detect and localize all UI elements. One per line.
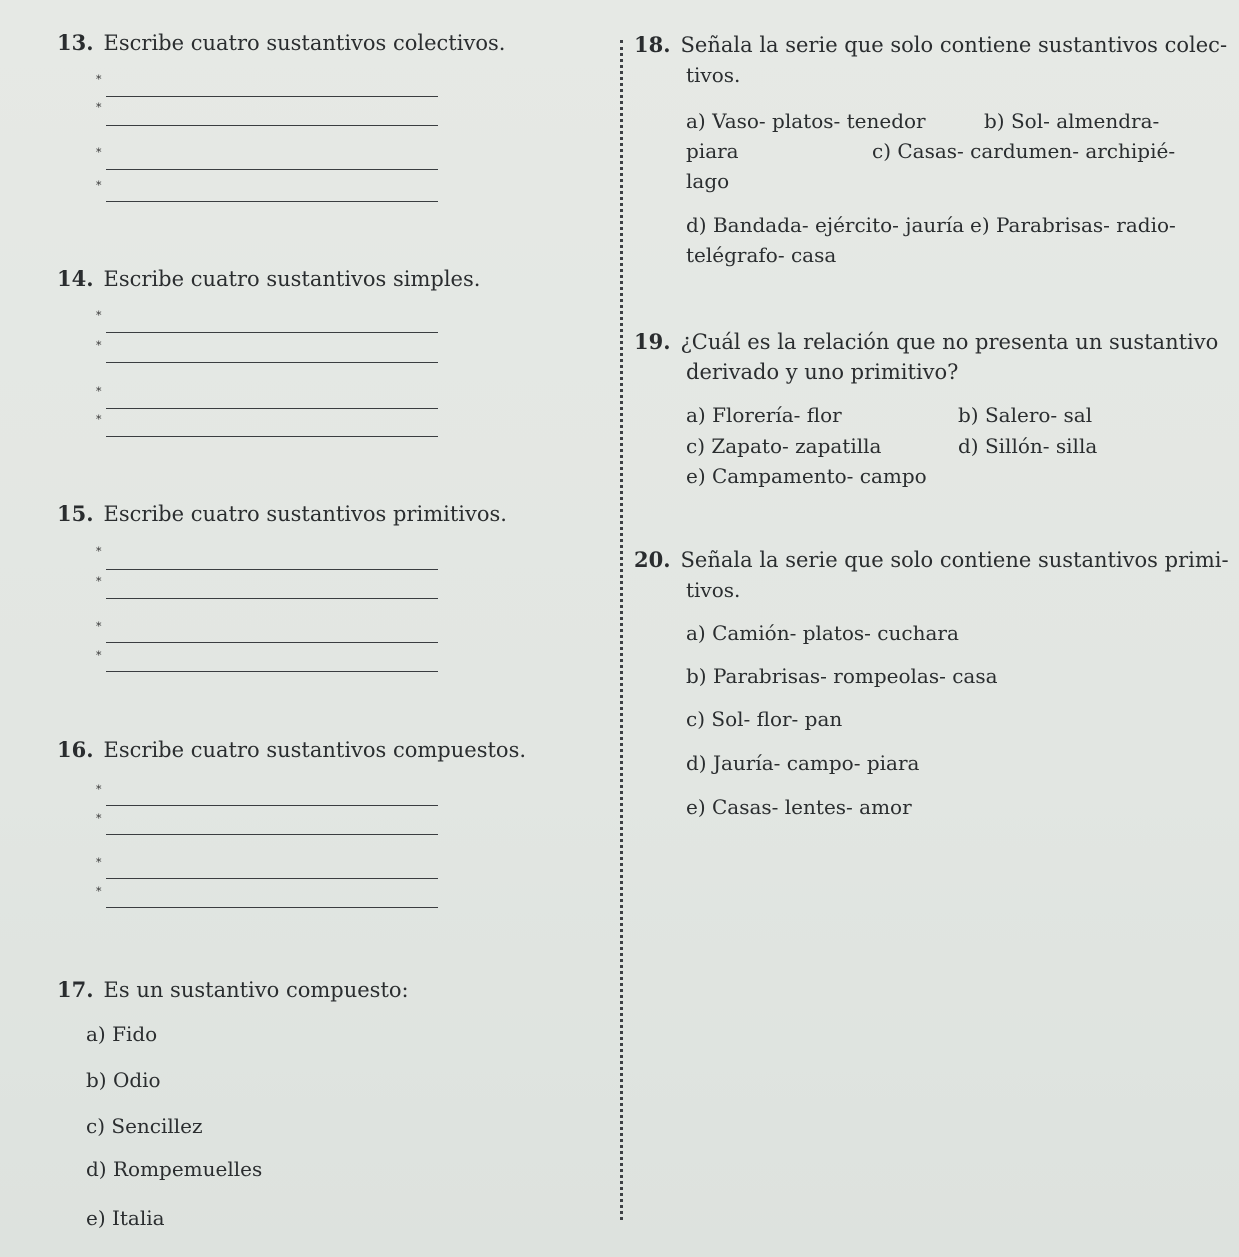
bullet-star: * [96,783,102,796]
bullet-star: * [96,146,102,159]
question-text: ¿Cuál es la relación que no presenta un sustantivo [680,330,1219,354]
question-number: 17. [57,977,94,1002]
answer-line[interactable] [106,671,438,672]
question-text: Es un sustantivo compuesto: [103,978,409,1002]
q19-option-b[interactable]: b) Salero- sal [958,403,1093,427]
column-divider [620,40,623,1220]
bullet-star: * [96,885,102,898]
question-number: 18. [634,32,671,57]
bullet-star: * [96,179,102,192]
answer-line[interactable] [106,169,438,170]
question-20 [634,548,1229,572]
answer-line[interactable] [106,907,438,908]
q17-option-b[interactable]: b) Odio [86,1068,161,1092]
question-text: Escribe cuatro sustantivos primitivos. [103,502,507,526]
bullet-star: * [96,101,102,114]
bullet-star: * [96,620,102,633]
answer-line[interactable] [106,201,438,202]
q18-option-c-continued: lago [686,169,730,193]
q19-option-d[interactable]: d) Sillón- silla [958,434,1098,458]
answer-line[interactable] [106,332,438,333]
question-19 [634,330,1218,354]
question-number: 19. [634,329,671,354]
question-number: 20. [634,547,671,572]
question-text-continued: tivos. [686,63,741,87]
answer-line[interactable] [106,642,438,643]
answer-line[interactable] [106,878,438,879]
question-number: 13. [57,30,94,55]
bullet-star: * [96,545,102,558]
bullet-star: * [96,812,102,825]
question-14 [57,267,480,291]
answer-line[interactable] [106,805,438,806]
q18-option-b[interactable]: b) Sol- almendra- [984,109,1160,133]
answer-line[interactable] [106,834,438,835]
q20-option-a[interactable]: a) Camión- platos- cuchara [686,621,959,645]
bullet-star: * [96,339,102,352]
bullet-star: * [96,385,102,398]
answer-line[interactable] [106,362,438,363]
bullet-star: * [96,413,102,426]
answer-line[interactable] [106,436,438,437]
question-13 [57,31,505,55]
question-text-continued: derivado y uno primitivo? [686,360,959,384]
q19-option-e[interactable]: e) Campamento- campo [686,464,927,488]
bullet-star: * [96,575,102,588]
q19-option-c[interactable]: c) Zapato- zapatilla [686,434,882,458]
question-text: Señala la serie que solo contiene sustantivos primi- [680,548,1229,572]
q20-option-c[interactable]: c) Sol- flor- pan [686,707,843,731]
bullet-star: * [96,856,102,869]
question-text: Escribe cuatro sustantivos colectivos. [103,31,506,55]
q20-option-d[interactable]: d) Jauría- campo- piara [686,751,920,775]
question-17 [57,978,409,1002]
question-18 [634,33,1227,57]
answer-line[interactable] [106,598,438,599]
question-number: 14. [57,266,94,291]
question-16 [57,738,526,762]
question-text: Escribe cuatro sustantivos simples. [103,267,481,291]
q20-option-b[interactable]: b) Parabrisas- rompeolas- casa [686,664,998,688]
q18-option-a[interactable]: a) Vaso- platos- tenedor [686,109,926,133]
answer-line[interactable] [106,408,438,409]
bullet-star: * [96,73,102,86]
bullet-star: * [96,649,102,662]
q17-option-e[interactable]: e) Italia [86,1206,165,1230]
q18-option-c[interactable]: c) Casas- cardumen- archipié- [872,139,1176,163]
answer-line[interactable] [106,125,438,126]
q20-option-e[interactable]: e) Casas- lentes- amor [686,795,912,819]
question-text: Señala la serie que solo contiene sustantivos colec- [680,33,1228,57]
q18-option-b-continued: piara [686,139,739,163]
q18-option-e[interactable]: e) Parabrisas- radio- [970,213,1176,237]
question-number: 15. [57,501,94,526]
question-text: Escribe cuatro sustantivos compuestos. [103,738,527,762]
q18-option-e-continued: telégrafo- casa [686,243,837,267]
answer-line[interactable] [106,96,438,97]
question-15 [57,502,507,526]
question-number: 16. [57,737,94,762]
q19-option-a[interactable]: a) Florería- flor [686,403,842,427]
q17-option-c[interactable]: c) Sencillez [86,1114,203,1138]
q17-option-a[interactable]: a) Fido [86,1022,158,1046]
q18-option-d[interactable]: d) Bandada- ejército- jauría [686,213,965,237]
question-text-continued: tivos. [686,578,741,602]
q17-option-d[interactable]: d) Rompemuelles [86,1157,263,1181]
bullet-star: * [96,309,102,322]
answer-line[interactable] [106,569,438,570]
